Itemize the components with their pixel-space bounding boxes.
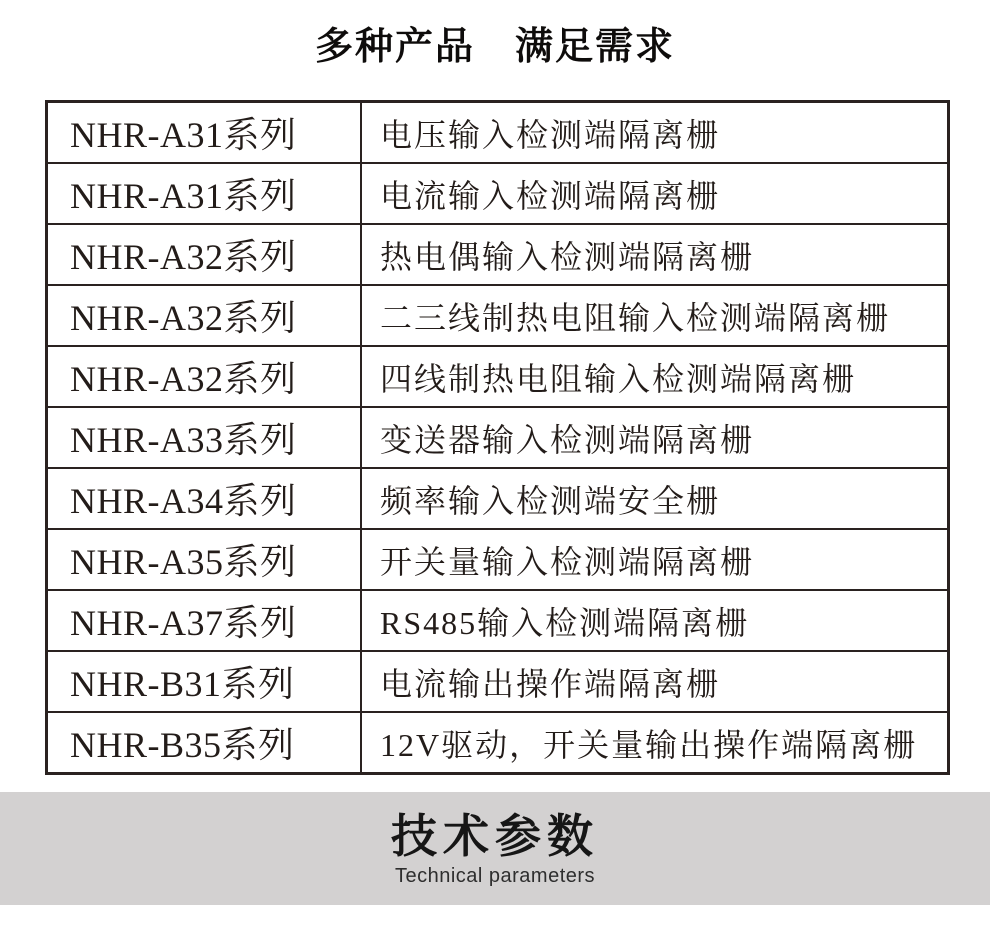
series-cell: NHR-A31系列 — [47, 102, 362, 164]
description-cell: 电流输出操作端隔离栅 — [361, 651, 949, 712]
table-row — [47, 163, 949, 224]
series-cell: NHR-A37系列 — [47, 590, 362, 651]
table-row — [47, 468, 949, 529]
description-cell: 开关量输入检测端隔离栅 — [361, 529, 949, 590]
page-title: 多种产品 满足需求 — [314, 26, 675, 68]
table-row — [47, 712, 949, 774]
series-cell: NHR-A31系列 — [47, 163, 362, 224]
table-row — [47, 346, 949, 407]
series-cell: NHR-A33系列 — [47, 407, 362, 468]
table-row — [47, 285, 949, 346]
description-cell: 四线制热电阻输入检测端隔离栅 — [361, 346, 949, 407]
series-cell: NHR-A32系列 — [47, 224, 362, 285]
description-cell: 频率输入检测端安全栅 — [361, 468, 949, 529]
section-title: 技术参数 — [391, 809, 599, 862]
description-cell: 12V驱动，开关量输出操作端隔离栅 — [361, 712, 949, 774]
description-cell: RS485输入检测端隔离栅 — [361, 590, 949, 651]
series-cell: NHR-B31系列 — [47, 651, 362, 712]
section-banner — [0, 792, 990, 905]
series-cell: NHR-A32系列 — [47, 346, 362, 407]
product-table — [45, 100, 950, 775]
series-cell: NHR-A32系列 — [47, 285, 362, 346]
section-subtitle: Technical parameters — [394, 864, 596, 887]
table-row — [47, 651, 949, 712]
table-row — [47, 590, 949, 651]
description-cell: 二三线制热电阻输入检测端隔离栅 — [361, 285, 949, 346]
description-cell: 变送器输入检测端隔离栅 — [361, 407, 949, 468]
table-row — [47, 102, 949, 164]
table-row — [47, 407, 949, 468]
description-cell: 电流输入检测端隔离栅 — [361, 163, 949, 224]
table-row — [47, 529, 949, 590]
description-cell: 电压输入检测端隔离栅 — [361, 102, 949, 164]
table-row — [47, 224, 949, 285]
description-cell: 热电偶输入检测端隔离栅 — [361, 224, 949, 285]
series-cell: NHR-A35系列 — [47, 529, 362, 590]
series-cell: NHR-B35系列 — [47, 712, 362, 774]
series-cell: NHR-A34系列 — [47, 468, 362, 529]
